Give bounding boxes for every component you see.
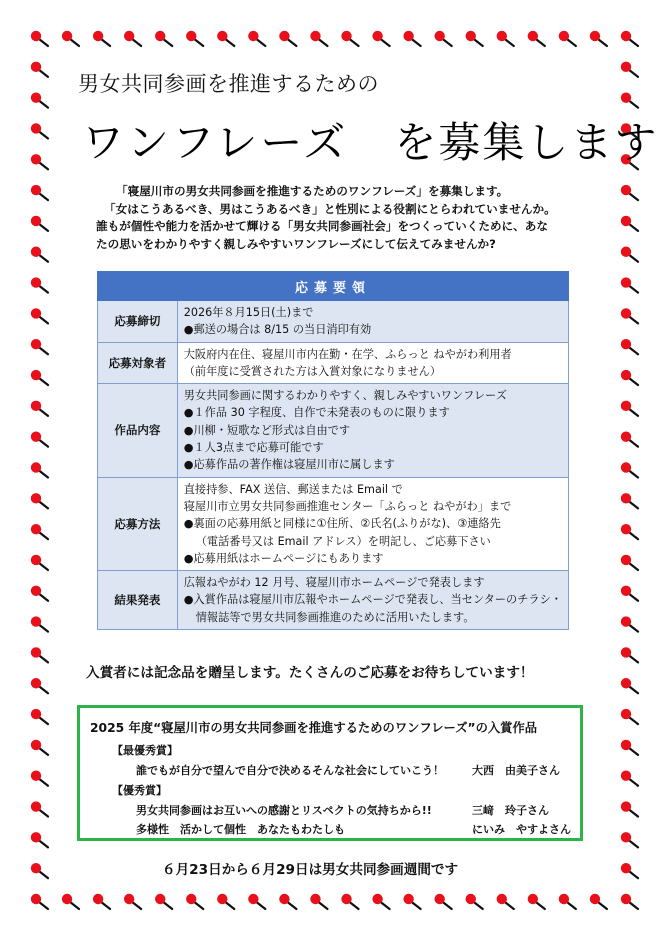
prize-notice: 入賞者には記念品を贈呈します。たくさんのご応募をお待ちしています！ [86, 665, 534, 681]
row-line: ●郵送の場合は 8/15 の当日消印有効 [183, 323, 372, 337]
grand-prize-entry: 誰でもが自分で望んで自分で決めるそんな社会にしていこう！ [136, 764, 444, 777]
pushpin-icon [31, 401, 48, 416]
pushpin-icon [372, 31, 389, 46]
pushpin-icon [279, 894, 296, 909]
row-line: ●入賞作品は寝屋川市広報やホームページで発表し、当センターのチラシ・ [183, 593, 562, 607]
pushpin-icon [279, 31, 296, 46]
pushpin-icon [590, 894, 607, 909]
intro-line: 「女はこうあるべき、男はこうあるべき」と性別による役割にとらわれていませんか。 [104, 201, 556, 216]
row-line: ●応募作品の著作権は寝屋川市に属します [183, 458, 395, 472]
pushpin-icon [621, 863, 638, 878]
pushpin-icon [31, 709, 48, 724]
winners-box [77, 705, 583, 841]
row-line: ●裏面の応募用紙と同様に①住所、②氏名(ふりがな)、③連絡先 [183, 517, 501, 531]
pushpin-icon [621, 247, 638, 262]
pushpin-icon [31, 647, 48, 662]
row-label: 応募対象者 [98, 342, 178, 384]
pushpin-icon [31, 92, 48, 107]
pushpin-icon [621, 709, 638, 724]
pushpin-icon [621, 678, 638, 693]
pushpin-icon [248, 31, 265, 46]
pushpin-icon [31, 308, 48, 323]
pushpin-icon [559, 31, 576, 46]
pushpin-icon [31, 801, 48, 816]
pushpin-icon [31, 586, 48, 601]
pushpin-icon [466, 31, 483, 46]
table-row [98, 477, 569, 570]
pushpin-icon [590, 31, 607, 46]
title-main: ワンフレーズ [82, 118, 349, 167]
pushpin-icon [621, 92, 638, 107]
row-line: 直接持参、FAX 送信、郵送または Email で [183, 482, 403, 496]
row-label: 結果発表 [98, 571, 178, 630]
pushpin-icon [621, 555, 638, 570]
pushpin-icon [62, 31, 79, 46]
pushpin-icon [155, 894, 172, 909]
table-row [98, 384, 569, 477]
pushpin-icon [621, 216, 638, 231]
pushpin-icon [621, 647, 638, 662]
intro-line: 誰もが個性や能力を活かせて輝ける「男女共同参画社会」をつくっていくために、あな [96, 219, 548, 233]
pushpin-icon [31, 462, 48, 477]
pushpin-icon [217, 31, 234, 46]
pushpin-icon [31, 277, 48, 292]
intro-line: 「寝屋川市の男女共同参画を推進するためのワンフレーズ」を募集します。 [116, 184, 509, 198]
row-line: （前年度に受賞された方は入賞対象になりません） [183, 364, 442, 378]
pushpin-icon [621, 431, 638, 446]
pushpin-icon [31, 247, 48, 262]
row-label: 作品内容 [98, 384, 178, 477]
pushpin-icon [31, 62, 48, 77]
pushpin-icon [434, 31, 451, 46]
pushpin-icon [621, 586, 638, 601]
pushpin-icon [621, 771, 638, 786]
row-value [177, 384, 568, 477]
row-line: 2026年８月15日(土)まで [183, 306, 314, 319]
pushpin-icon [62, 894, 79, 909]
excellent-prize-name: 三﨑 玲子さん [472, 804, 549, 817]
pushpin-icon [93, 31, 110, 46]
pushpin-icon [31, 185, 48, 200]
pushpin-icon [497, 894, 514, 909]
pushpin-icon [31, 555, 48, 570]
pushpin-icon [31, 123, 48, 138]
pushpin-icon [403, 31, 420, 46]
pushpin-icon [559, 894, 576, 909]
pushpin-icon [466, 894, 483, 909]
pushpin-icon [403, 894, 420, 909]
title-rest: を募集します [394, 118, 659, 167]
pushpin-icon [310, 894, 327, 909]
pushpin-icon [31, 524, 48, 539]
pushpin-icon [621, 62, 638, 77]
flyer-subtitle: 男女共同参画を推進するための [78, 72, 379, 96]
row-line: ●応募用紙はホームページにもあります [183, 551, 384, 565]
row-line: ●１人3点まで応募可能です [183, 441, 324, 455]
pushpin-icon [372, 894, 389, 909]
table-row [98, 571, 569, 630]
pushpin-icon [93, 894, 110, 909]
intro-line: たの思いをわかりやすく親しみやすいワンフレーズにして伝えてみませんか? [96, 236, 496, 251]
row-line: （電話番号又は Email アドレス）を明記し、ご応募下さい [195, 534, 491, 548]
pushpin-icon [621, 401, 638, 416]
pushpin-icon [621, 493, 638, 508]
row-label: 応募方法 [98, 477, 178, 570]
grand-prize-label: 【最優秀賞】 [112, 744, 178, 757]
pushpin-icon [621, 801, 638, 816]
row-line: 大阪府内在住、寝屋川市内在勤・在学、ふらっと ねやがわ利用者 [183, 347, 512, 361]
intro-text [96, 183, 576, 253]
row-value [177, 477, 568, 570]
pushpin-icon [31, 616, 48, 631]
table-row [98, 342, 569, 384]
excellent-prize-name: にいみ やすよさん [472, 823, 571, 836]
requirements-heading: 応募要領 [98, 272, 569, 301]
pushpin-icon [155, 31, 172, 46]
table-row [98, 301, 569, 343]
pushpin-icon [217, 894, 234, 909]
pushpin-icon [31, 31, 48, 46]
pushpin-icon [186, 894, 203, 909]
requirements-table [97, 271, 569, 630]
pushpin-icon [31, 154, 48, 169]
pushpin-icon [31, 678, 48, 693]
pushpin-icon [310, 31, 327, 46]
pushpin-icon [124, 31, 141, 46]
pushpin-icon [31, 894, 48, 909]
pushpin-icon [528, 31, 545, 46]
row-value [177, 301, 568, 343]
pushpin-icon [31, 370, 48, 385]
pushpin-icon [621, 740, 638, 755]
row-line: ●１作品 30 字程度、自作で未発表のものに限ります [183, 406, 450, 420]
pushpin-icon [497, 31, 514, 46]
pushpin-icon [124, 894, 141, 909]
pushpin-icon [621, 462, 638, 477]
pushpin-icon [186, 31, 203, 46]
pushpin-icon [31, 216, 48, 231]
excellent-prize-entry: 男女共同参画はお互いへの感謝とリスペクトの気持ちから!! [136, 804, 432, 817]
pushpin-icon [31, 740, 48, 755]
pushpin-icon [248, 894, 265, 909]
excellent-prize-entry: 多様性 活かして個性 あなたもわたしも [136, 823, 345, 836]
excellent-prize-label: 【優秀賞】 [112, 784, 167, 797]
row-line: 情報誌等で男女共同参画推進のために活用いたします。 [195, 610, 475, 624]
pushpin-icon [621, 894, 638, 909]
pushpin-icon [31, 339, 48, 354]
row-value [177, 571, 568, 630]
pushpin-icon [31, 771, 48, 786]
footer-text: ６月23日から６月29日は男女共同参画週間です [162, 862, 459, 878]
pushpin-icon [621, 277, 638, 292]
pushpin-icon [621, 832, 638, 847]
flyer-title [82, 110, 658, 170]
pushpin-icon [621, 616, 638, 631]
row-label: 応募締切 [98, 301, 178, 343]
winners-title: 2025 年度“寝屋川市の男女共同参画を推進するためのワンフレーズ”の入賞作品 [90, 721, 538, 735]
pushpin-icon [341, 31, 358, 46]
pushpin-icon [434, 894, 451, 909]
pushpin-icon [621, 31, 638, 46]
pushpin-icon [341, 894, 358, 909]
pushpin-icon [31, 832, 48, 847]
pushpin-icon [31, 493, 48, 508]
grand-prize-name: 大西 由美子さん [472, 764, 560, 777]
row-line: 広報ねやがわ 12 月号、寝屋川市ホームページで発表します [183, 576, 485, 590]
row-value [177, 342, 568, 384]
pushpin-icon [528, 894, 545, 909]
row-line: 寝屋川市立男女共同参画推進センター「ふらっと ねやがわ」まで [183, 499, 512, 513]
row-line: 男女共同参画に関するわかりやすく、親しみやすいワンフレーズ [183, 389, 507, 403]
pushpin-icon [621, 370, 638, 385]
pushpin-icon [31, 863, 48, 878]
pushpin-icon [31, 431, 48, 446]
pushpin-icon [621, 308, 638, 323]
pushpin-icon [621, 339, 638, 354]
pushpin-icon [621, 524, 638, 539]
row-line: ●川柳・短歌など形式は自由です [183, 423, 351, 437]
pushpin-icon [621, 185, 638, 200]
